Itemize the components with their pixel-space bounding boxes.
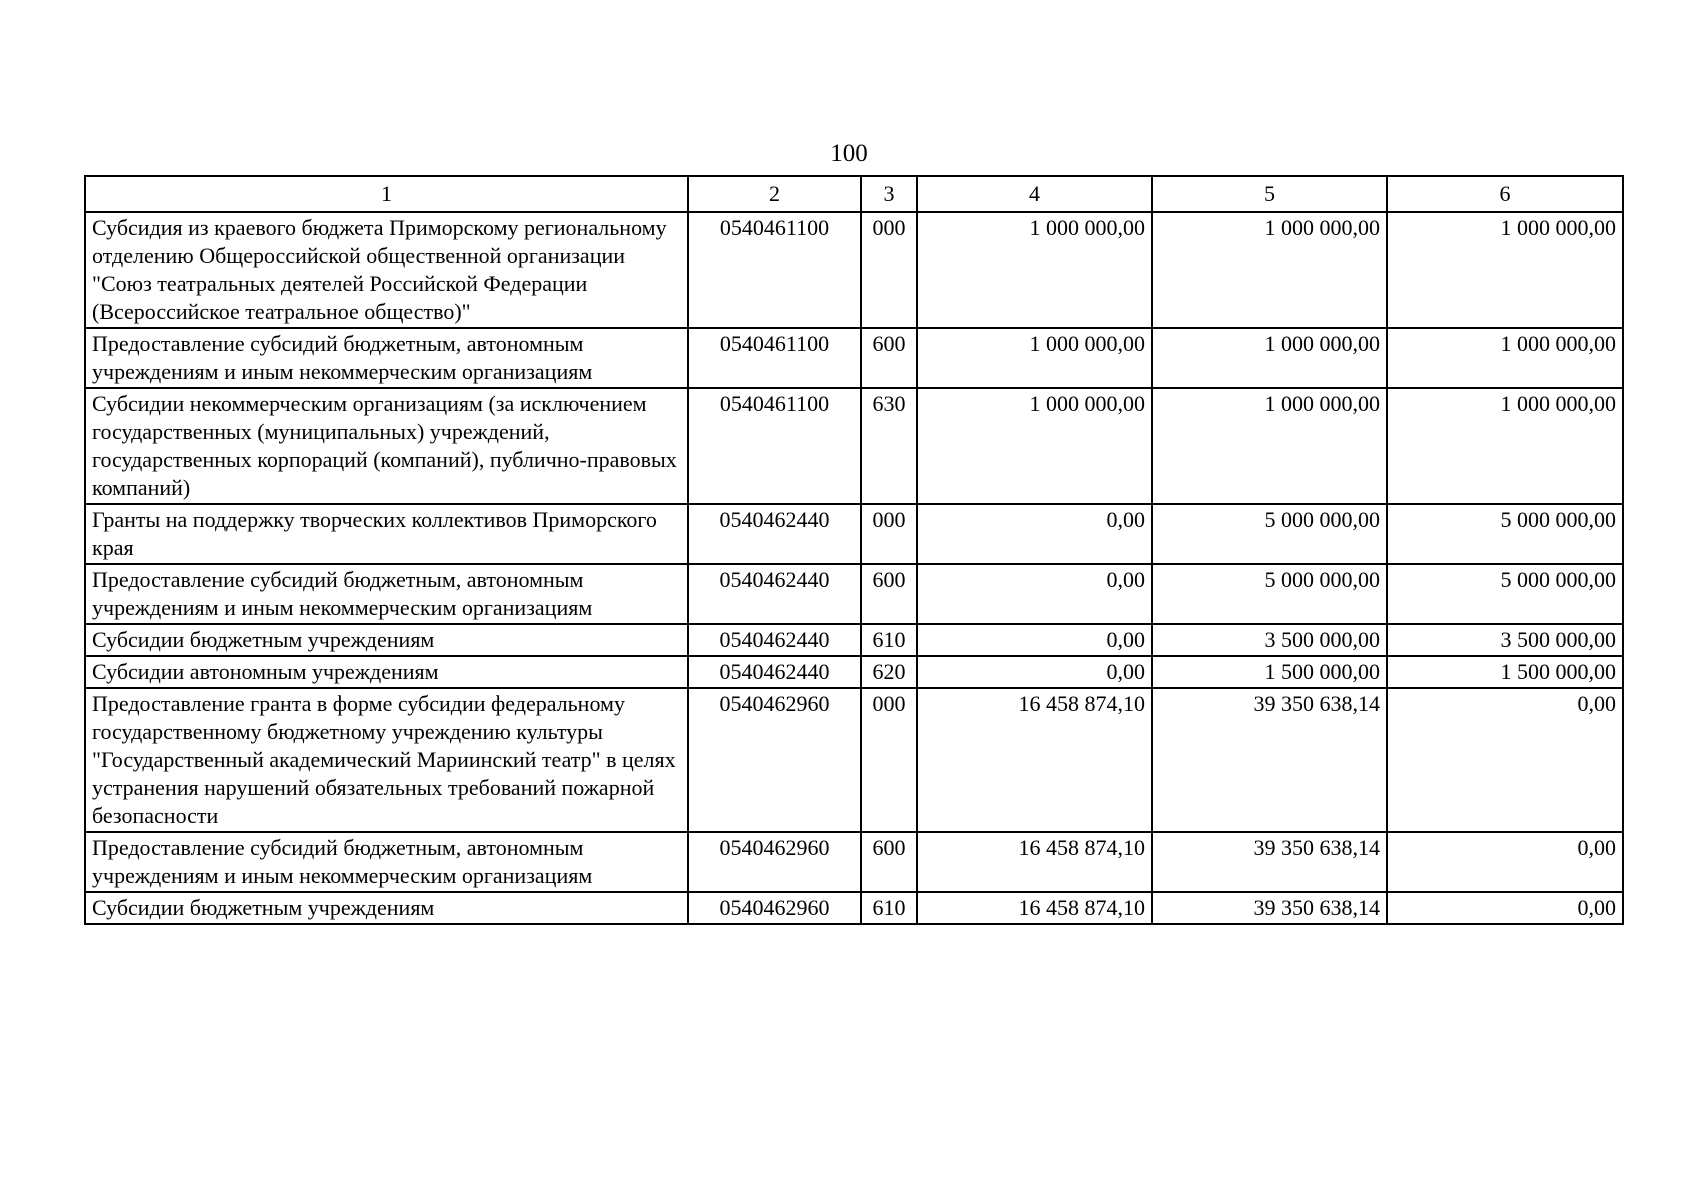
row-amount-col5: 3 500 000,00: [1152, 624, 1387, 656]
table-row: [85, 656, 1623, 688]
row-amount-col6: 1 000 000,00: [1387, 328, 1623, 388]
row-expense-type: 600: [861, 832, 917, 892]
row-target-code: 0540462960: [688, 892, 861, 924]
row-amount-col5: 1 000 000,00: [1152, 388, 1387, 504]
column-header: 5: [1152, 176, 1387, 212]
row-amount-col6: 5 000 000,00: [1387, 504, 1623, 564]
row-target-code: 0540462440: [688, 504, 861, 564]
row-amount-col4: 1 000 000,00: [917, 388, 1152, 504]
row-description: Предоставление субсидий бюджетным, автономным учреждениям и иным некоммерческим организациям: [85, 564, 688, 624]
page-number: 100: [830, 140, 868, 167]
table-row: [85, 688, 1623, 832]
table-row: [85, 564, 1623, 624]
column-header: 1: [85, 176, 688, 212]
row-amount-col4: 16 458 874,10: [917, 892, 1152, 924]
row-expense-type: 000: [861, 688, 917, 832]
row-amount-col6: 0,00: [1387, 832, 1623, 892]
row-expense-type: 000: [861, 212, 917, 328]
row-target-code: 0540462440: [688, 564, 861, 624]
table-row: [85, 328, 1623, 388]
row-amount-col4: 16 458 874,10: [917, 832, 1152, 892]
row-target-code: 0540461100: [688, 328, 861, 388]
row-target-code: 0540462440: [688, 656, 861, 688]
row-amount-col6: 0,00: [1387, 688, 1623, 832]
row-amount-col4: 0,00: [917, 564, 1152, 624]
row-target-code: 0540461100: [688, 212, 861, 328]
row-amount-col4: 0,00: [917, 504, 1152, 564]
row-description: Субсидии автономным учреждениям: [85, 656, 688, 688]
column-header: 6: [1387, 176, 1623, 212]
row-expense-type: 620: [861, 656, 917, 688]
row-amount-col5: 5 000 000,00: [1152, 564, 1387, 624]
row-description: Субсидии бюджетным учреждениям: [85, 624, 688, 656]
row-description: Предоставление гранта в форме субсидии федеральному государственному бюджетному учреждению культуры "Государственный академический Мариинский театр" в целях устранения нарушений обязательных требований пожарной безопасности: [85, 688, 688, 832]
table-row: [85, 892, 1623, 924]
row-amount-col4: 1 000 000,00: [917, 212, 1152, 328]
row-expense-type: 000: [861, 504, 917, 564]
table-row: [85, 504, 1623, 564]
table-header-row: [85, 176, 1623, 212]
row-amount-col4: 16 458 874,10: [917, 688, 1152, 832]
row-amount-col6: 0,00: [1387, 892, 1623, 924]
row-amount-col6: 5 000 000,00: [1387, 564, 1623, 624]
table-row: [85, 832, 1623, 892]
table-row: [85, 388, 1623, 504]
row-amount-col5: 1 000 000,00: [1152, 212, 1387, 328]
row-target-code: 0540461100: [688, 388, 861, 504]
table-row: [85, 624, 1623, 656]
row-amount-col4: 0,00: [917, 656, 1152, 688]
table-row: [85, 212, 1623, 328]
row-amount-col5: 39 350 638,14: [1152, 832, 1387, 892]
row-target-code: 0540462960: [688, 688, 861, 832]
row-description: Субсидии бюджетным учреждениям: [85, 892, 688, 924]
row-description: Предоставление субсидий бюджетным, автономным учреждениям и иным некоммерческим организациям: [85, 832, 688, 892]
row-expense-type: 600: [861, 564, 917, 624]
row-amount-col5: 39 350 638,14: [1152, 892, 1387, 924]
row-amount-col5: 1 500 000,00: [1152, 656, 1387, 688]
row-description: Гранты на поддержку творческих коллективов Приморского края: [85, 504, 688, 564]
row-amount-col4: 0,00: [917, 624, 1152, 656]
row-description: Предоставление субсидий бюджетным, автономным учреждениям и иным некоммерческим организациям: [85, 328, 688, 388]
row-expense-type: 610: [861, 892, 917, 924]
row-amount-col5: 39 350 638,14: [1152, 688, 1387, 832]
row-amount-col6: 1 500 000,00: [1387, 656, 1623, 688]
column-header: 3: [861, 176, 917, 212]
row-description: Субсидия из краевого бюджета Приморскому региональному отделению Общероссийской общественной организации "Союз театральных деятелей Российской Федерации (Всероссийское театральное общество)": [85, 212, 688, 328]
row-amount-col5: 5 000 000,00: [1152, 504, 1387, 564]
row-amount-col6: 1 000 000,00: [1387, 212, 1623, 328]
row-target-code: 0540462440: [688, 624, 861, 656]
row-amount-col6: 1 000 000,00: [1387, 388, 1623, 504]
row-amount-col4: 1 000 000,00: [917, 328, 1152, 388]
row-description: Субсидии некоммерческим организациям (за исключением государственных (муниципальных) учреждений, государственных корпораций (компаний), публично-правовых компаний): [85, 388, 688, 504]
row-amount-col5: 1 000 000,00: [1152, 328, 1387, 388]
row-amount-col6: 3 500 000,00: [1387, 624, 1623, 656]
column-header: 4: [917, 176, 1152, 212]
column-header: 2: [688, 176, 861, 212]
row-expense-type: 630: [861, 388, 917, 504]
row-expense-type: 610: [861, 624, 917, 656]
row-target-code: 0540462960: [688, 832, 861, 892]
budget-table: [84, 175, 1624, 925]
row-expense-type: 600: [861, 328, 917, 388]
